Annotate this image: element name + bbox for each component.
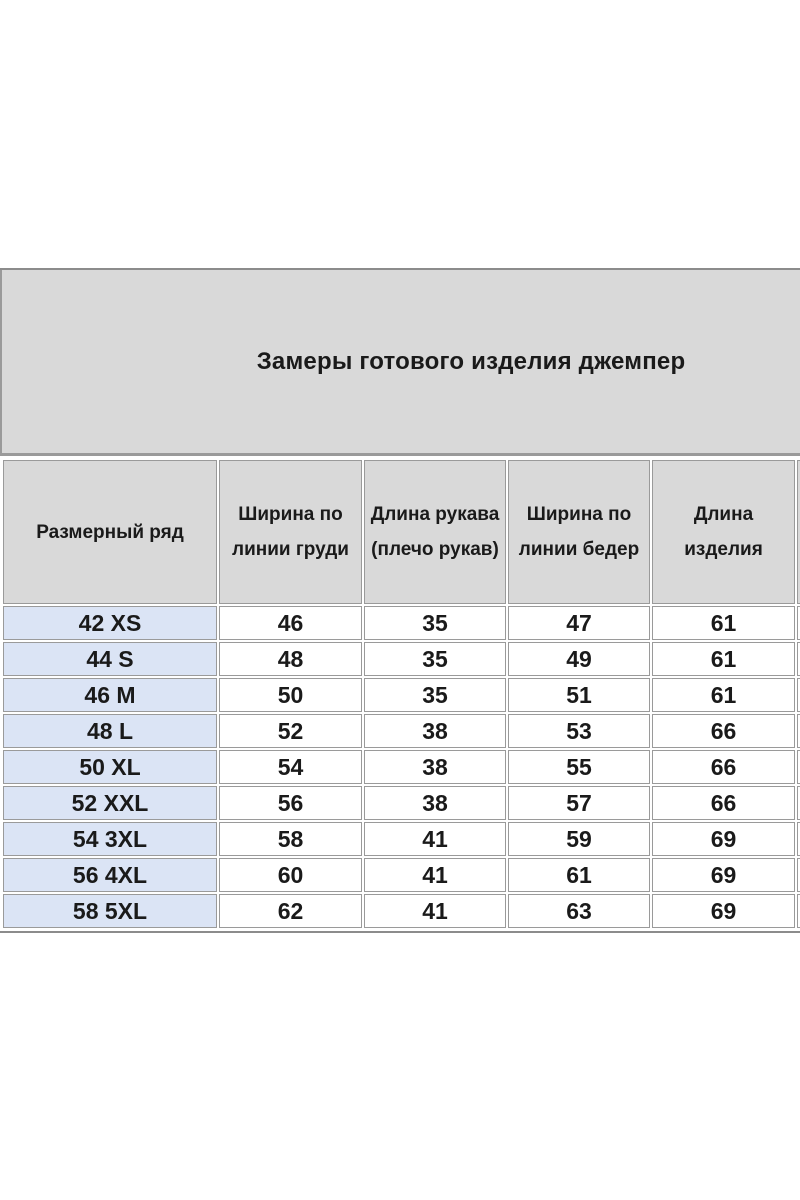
cell-size: 58 5XL xyxy=(3,894,217,928)
cell-sleeve: 41 xyxy=(364,894,506,928)
cell-length: 61 xyxy=(652,606,795,640)
cell-length: 66 xyxy=(652,714,795,748)
cell-size: 52 XXL xyxy=(3,786,217,820)
cell-hips: 51 xyxy=(508,678,650,712)
cell-hips: 61 xyxy=(508,858,650,892)
cell-length: 69 xyxy=(652,822,795,856)
cell-size: 56 4XL xyxy=(3,858,217,892)
cell-hips: 55 xyxy=(508,750,650,784)
cell-chest: 60 xyxy=(219,858,362,892)
cell-chest: 54 xyxy=(219,750,362,784)
table-title: Замеры готового изделия джемпер xyxy=(256,347,686,375)
cell-length: 69 xyxy=(652,858,795,892)
cell-chest: 50 xyxy=(219,678,362,712)
header-chest-width: Ширина по линии груди xyxy=(219,460,362,604)
cell-size: 42 XS xyxy=(3,606,217,640)
cell-size: 46 M xyxy=(3,678,217,712)
table-grid xyxy=(0,456,800,931)
cell-length: 61 xyxy=(652,642,795,676)
cell-hips: 59 xyxy=(508,822,650,856)
cell-chest: 58 xyxy=(219,822,362,856)
cell-sleeve: 38 xyxy=(364,750,506,784)
cell-sleeve: 41 xyxy=(364,858,506,892)
cell-size: 50 XL xyxy=(3,750,217,784)
cell-size: 44 S xyxy=(3,642,217,676)
cell-chest: 56 xyxy=(219,786,362,820)
cell-size: 48 L xyxy=(3,714,217,748)
cell-hips: 57 xyxy=(508,786,650,820)
header-sleeve-length: Длина рукава (плечо рукав) xyxy=(364,460,506,604)
cell-length: 61 xyxy=(652,678,795,712)
cell-hips: 63 xyxy=(508,894,650,928)
cell-sleeve: 35 xyxy=(364,642,506,676)
cell-sleeve: 35 xyxy=(364,606,506,640)
size-chart-table xyxy=(0,268,800,933)
cell-chest: 52 xyxy=(219,714,362,748)
cell-length: 66 xyxy=(652,750,795,784)
table-title-band xyxy=(0,270,800,456)
cell-hips: 49 xyxy=(508,642,650,676)
cell-size: 54 3XL xyxy=(3,822,217,856)
cell-length: 66 xyxy=(652,786,795,820)
cell-hips: 47 xyxy=(508,606,650,640)
cell-sleeve: 38 xyxy=(364,786,506,820)
cell-sleeve: 38 xyxy=(364,714,506,748)
cell-chest: 48 xyxy=(219,642,362,676)
header-hip-width: Ширина по линии бедер xyxy=(508,460,650,604)
cell-chest: 62 xyxy=(219,894,362,928)
cell-hips: 53 xyxy=(508,714,650,748)
cell-chest: 46 xyxy=(219,606,362,640)
header-size-range: Размерный ряд xyxy=(3,460,217,604)
cell-sleeve: 41 xyxy=(364,822,506,856)
header-garment-length: Длина изделия xyxy=(652,460,795,604)
cell-sleeve: 35 xyxy=(364,678,506,712)
cell-length: 69 xyxy=(652,894,795,928)
